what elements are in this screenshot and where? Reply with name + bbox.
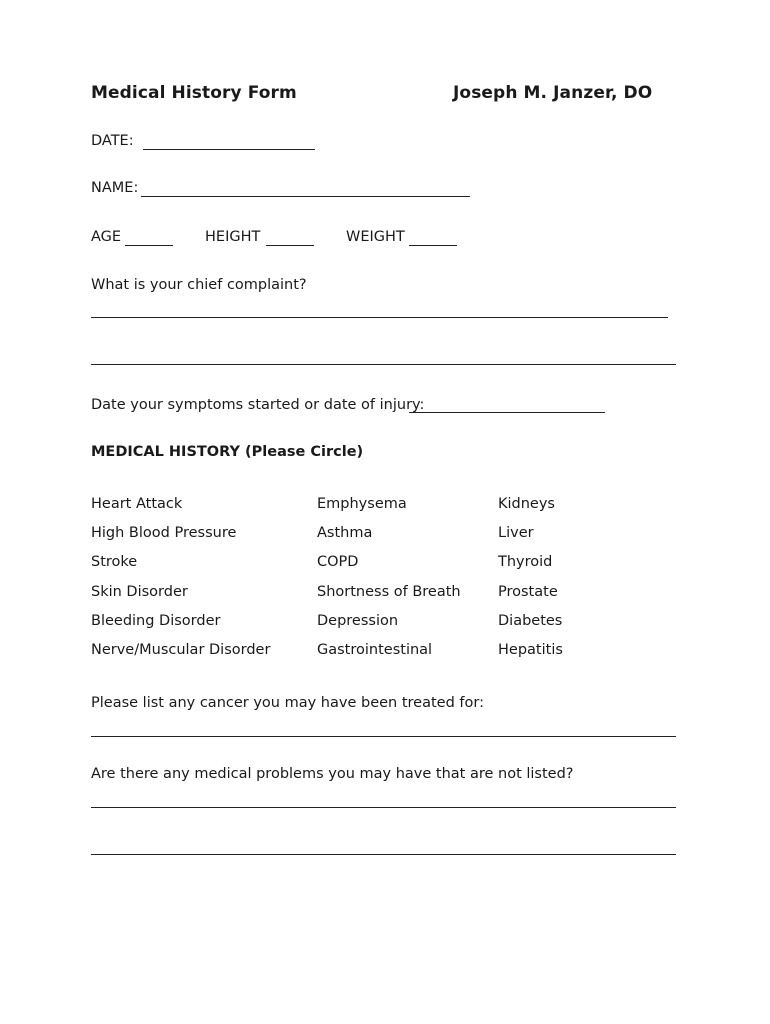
condition-option[interactable]: Emphysema — [317, 496, 407, 512]
age-label: AGE — [91, 229, 122, 245]
weight-field[interactable] — [409, 245, 457, 246]
physician-name: Joseph M. Janzer, DO — [453, 83, 653, 103]
date-field[interactable] — [143, 149, 315, 150]
other-problems-line-2[interactable] — [91, 854, 676, 855]
condition-option[interactable]: Bleeding Disorder — [91, 612, 221, 629]
weight-label: WEIGHT — [346, 229, 405, 245]
condition-option[interactable]: Prostate — [498, 583, 558, 600]
cancer-question: Please list any cancer you may have been treated for: — [91, 695, 484, 711]
condition-option[interactable]: Stroke — [91, 554, 138, 571]
condition-option[interactable]: Asthma — [317, 525, 373, 542]
condition-option[interactable]: High Blood Pressure — [91, 525, 237, 542]
condition-option[interactable]: COPD — [317, 554, 359, 571]
condition-option[interactable]: Shortness of Breath — [317, 583, 461, 600]
condition-option[interactable]: Nerve/Muscular Disorder — [91, 642, 271, 658]
name-field[interactable] — [141, 196, 470, 197]
date-label: DATE: — [91, 133, 134, 149]
condition-option[interactable]: Kidneys — [498, 496, 555, 512]
chief-complaint-line-1[interactable] — [91, 317, 668, 318]
condition-option[interactable]: Diabetes — [498, 612, 563, 629]
form-title: Medical History Form — [91, 83, 297, 103]
symptoms-started-label: Date your symptoms started or date of injury: — [91, 397, 425, 413]
cancer-answer-line[interactable] — [91, 736, 676, 737]
condition-option[interactable]: Depression — [317, 612, 399, 629]
other-problems-line-1[interactable] — [91, 807, 676, 808]
condition-option[interactable]: Heart Attack — [91, 496, 183, 512]
condition-option[interactable]: Skin Disorder — [91, 583, 188, 600]
name-label: NAME: — [91, 180, 139, 196]
height-field[interactable] — [266, 245, 314, 246]
symptoms-started-field[interactable] — [409, 412, 605, 413]
height-label: HEIGHT — [205, 229, 261, 245]
medical-history-heading: MEDICAL HISTORY (Please Circle) — [91, 444, 364, 460]
age-field[interactable] — [125, 245, 173, 246]
condition-option[interactable]: Gastrointestinal — [317, 642, 433, 658]
condition-option[interactable]: Hepatitis — [498, 642, 563, 658]
chief-complaint-line-2[interactable] — [91, 364, 676, 365]
other-problems-question: Are there any medical problems you may have that are not listed? — [91, 766, 574, 782]
condition-option[interactable]: Liver — [498, 525, 534, 542]
condition-option[interactable]: Thyroid — [498, 554, 553, 571]
chief-complaint-question: What is your chief complaint? — [91, 277, 307, 293]
